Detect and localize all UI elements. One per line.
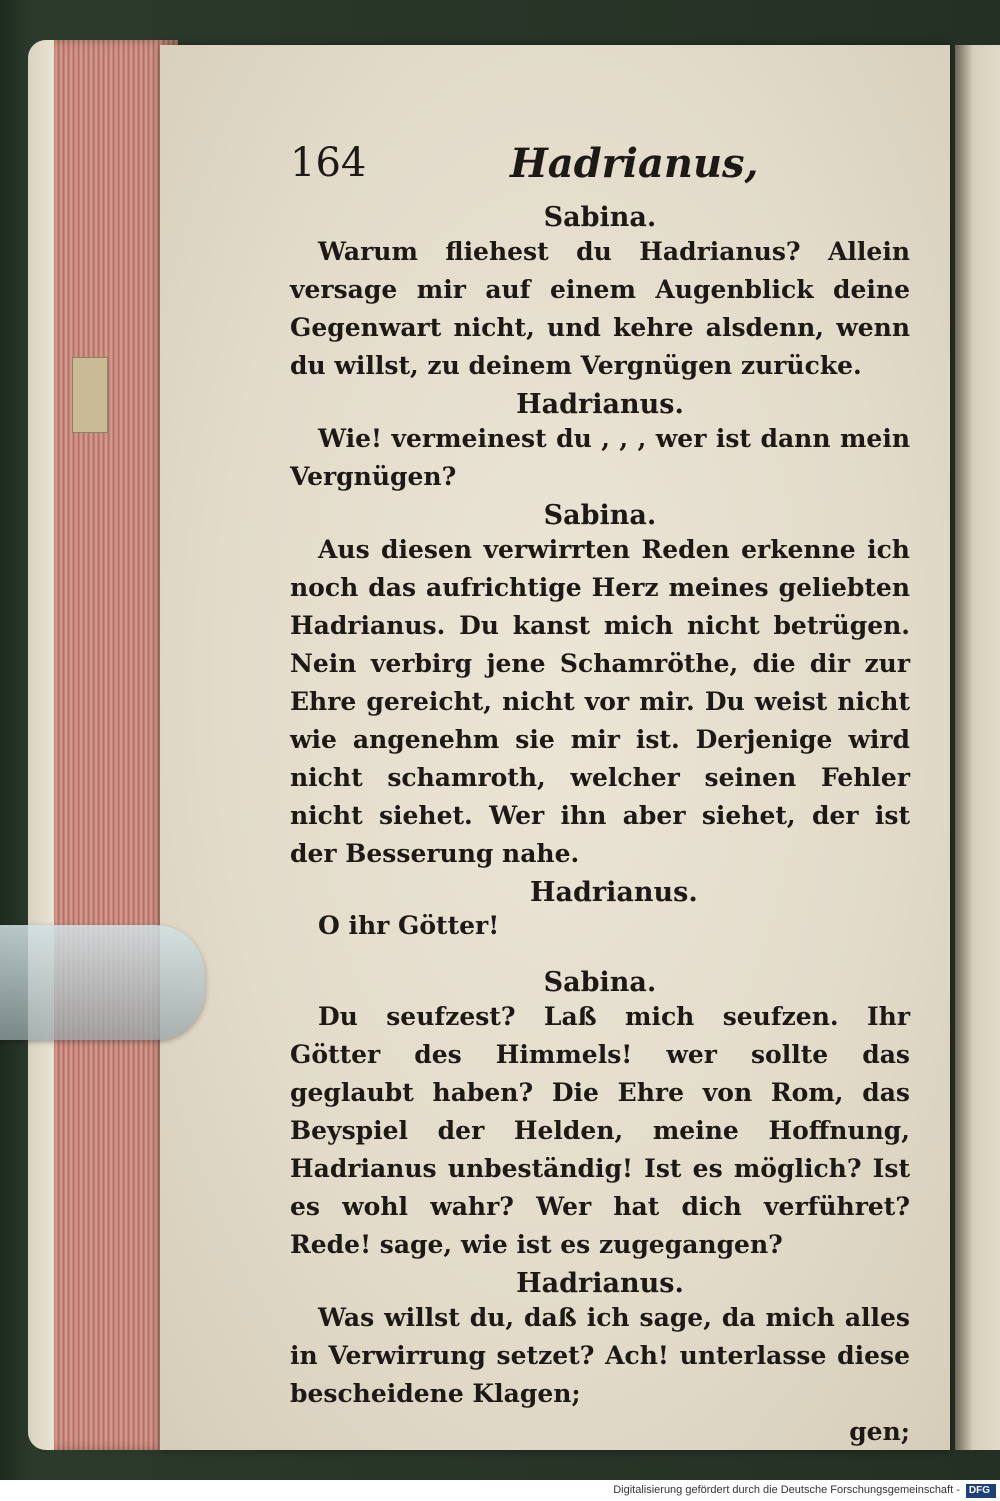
dfg-logo-icon: DFG: [966, 1484, 996, 1498]
running-head: Hadrianus,: [510, 140, 759, 187]
speaker-name: Hadrianus.: [530, 877, 698, 908]
page-header: [290, 140, 910, 202]
dialogue-text: O ihr Götter!: [318, 911, 500, 940]
dialogue-text: Was willst du, daß ich sage, da mich alles in Verwirrung setzet? Ach! unterlasse diese bescheidene Klagen;: [290, 1303, 910, 1408]
page-number: 164: [290, 140, 367, 186]
inline-dialogue: [290, 877, 910, 967]
dialogue-text: Wie! vermeinest du , , , wer ist dann mein Vergnügen?: [290, 424, 910, 491]
footer-bar: [0, 1480, 1000, 1501]
speaker-name: Sabina.: [543, 202, 657, 233]
glass-clamp: [0, 925, 205, 1040]
footer-text: Digitalisierung gefördert durch die Deutsche Forschungsgemeinschaft -: [613, 1484, 960, 1496]
book-page-edges: [28, 40, 178, 1450]
catchword: gen;: [849, 1417, 910, 1446]
speaker-name: Hadrianus.: [516, 1268, 684, 1299]
facing-page-edge: [955, 45, 1000, 1450]
dialogue-text: Warum fliehest du Hadrianus? Allein versage mir auf einem Augenblick deine Gegenwart nicht, und kehre alsdenn, wenn du willst, zu deinem Vergnügen zurücke.: [290, 237, 910, 380]
speaker-name: Sabina.: [543, 500, 657, 531]
speaker-name: Hadrianus.: [516, 389, 684, 420]
speaker-name: Sabina.: [543, 967, 657, 998]
page-text: [290, 140, 910, 1446]
page-tab-marker: [72, 357, 108, 433]
dialogue-text: Aus diesen verwirrten Reden erkenne ich noch das aufrichtige Herz meines geliebten Hadrianus. Du kanst mich nicht betrügen. Nein verbirg jene Schamröthe, die dir zur Ehre gereicht, nicht vor mir. Du weist nicht wie angenehm sie mir ist. Derjenige wird nicht schamroth, welcher seinen Fehler nicht siehet. Wer ihn aber siehet, der ist der Besserung nahe.: [290, 535, 910, 868]
dialogue-text: Du seufzest? Laß mich seufzen. Ihr Götter des Himmels! wer sollte das geglaubt haben? Die Ehre von Rom, das Beyspiel der Helden, meine Hoffnung, Hadrianus unbeständig! Ist es möglich? Ist es wohl wahr? Wer hat dich verführet? Rede! sage, wie ist es zugegangen?: [290, 1002, 910, 1259]
